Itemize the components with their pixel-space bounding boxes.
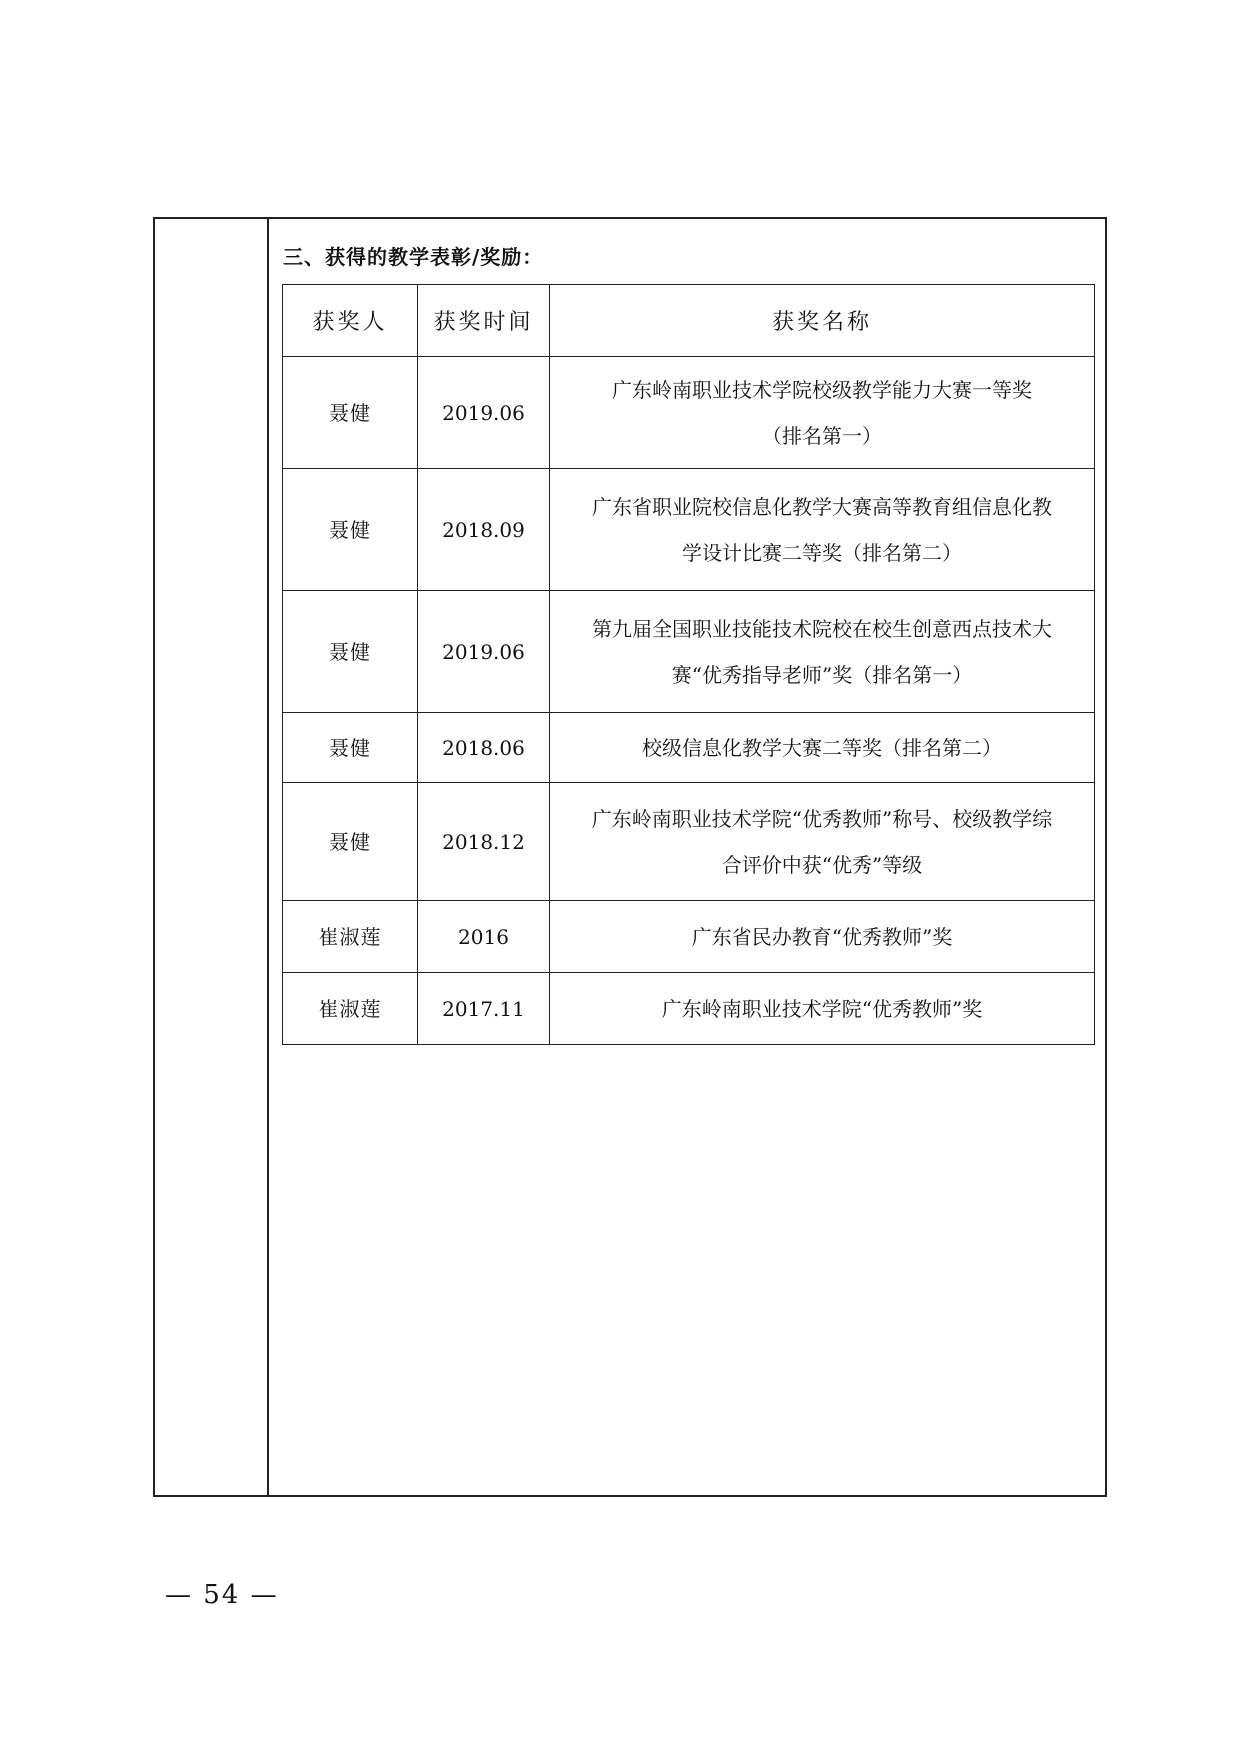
cell-award: 校级信息化教学大赛二等奖（排名第二） — [550, 713, 1095, 783]
cell-person: 聂健 — [283, 469, 418, 591]
table-row — [283, 469, 1095, 591]
header-award: 获奖名称 — [550, 285, 1095, 357]
page-number: — 54 — — [165, 1580, 279, 1610]
table-row — [283, 591, 1095, 713]
cell-date: 2018.12 — [418, 783, 550, 901]
cell-person: 聂健 — [283, 357, 418, 469]
table-row — [283, 901, 1095, 973]
header-date: 获奖时间 — [418, 285, 550, 357]
cell-person: 聂健 — [283, 591, 418, 713]
cell-award — [550, 783, 1095, 901]
award-line: 赛“优秀指导老师”奖（排名第一） — [671, 662, 973, 687]
cell-date: 2017.11 — [418, 973, 550, 1045]
award-line: 学设计比赛二等奖（排名第二） — [682, 540, 962, 565]
award-line: 广东省职业院校信息化教学大赛高等教育组信息化教 — [592, 494, 1052, 519]
award-line: 第九届全国职业技能技术院校在校生创意西点技术大 — [592, 616, 1052, 641]
table-row — [283, 357, 1095, 469]
award-line: 广东岭南职业技术学院“优秀教师”称号、校级教学综 — [591, 806, 1053, 831]
cell-person: 崔淑莲 — [283, 973, 418, 1045]
cell-award — [550, 469, 1095, 591]
cell-date: 2019.06 — [418, 357, 550, 469]
cell-person: 聂健 — [283, 783, 418, 901]
table-row — [283, 713, 1095, 783]
cell-award: 广东省民办教育“优秀教师”奖 — [550, 901, 1095, 973]
cell-date: 2016 — [418, 901, 550, 973]
awards-table — [282, 284, 1095, 1045]
cell-award — [550, 591, 1095, 713]
award-line: 合评价中获“优秀”等级 — [721, 852, 923, 877]
cell-date: 2018.09 — [418, 469, 550, 591]
cell-award: 广东岭南职业技术学院“优秀教师”奖 — [550, 973, 1095, 1045]
award-line: （排名第一） — [762, 423, 882, 448]
award-line: 广东岭南职业技术学院校级教学能力大赛一等奖 — [612, 377, 1032, 402]
cell-date: 2019.06 — [418, 591, 550, 713]
header-person: 获奖人 — [283, 285, 418, 357]
cell-person: 聂健 — [283, 713, 418, 783]
form-frame — [153, 217, 1107, 1497]
table-row — [283, 783, 1095, 901]
table-row — [283, 973, 1095, 1045]
cell-award — [550, 357, 1095, 469]
cell-date: 2018.06 — [418, 713, 550, 783]
table-header-row — [283, 285, 1095, 357]
left-label-column — [155, 219, 269, 1495]
cell-person: 崔淑莲 — [283, 901, 418, 973]
section-heading: 三、获得的教学表彰/奖励： — [283, 245, 544, 269]
